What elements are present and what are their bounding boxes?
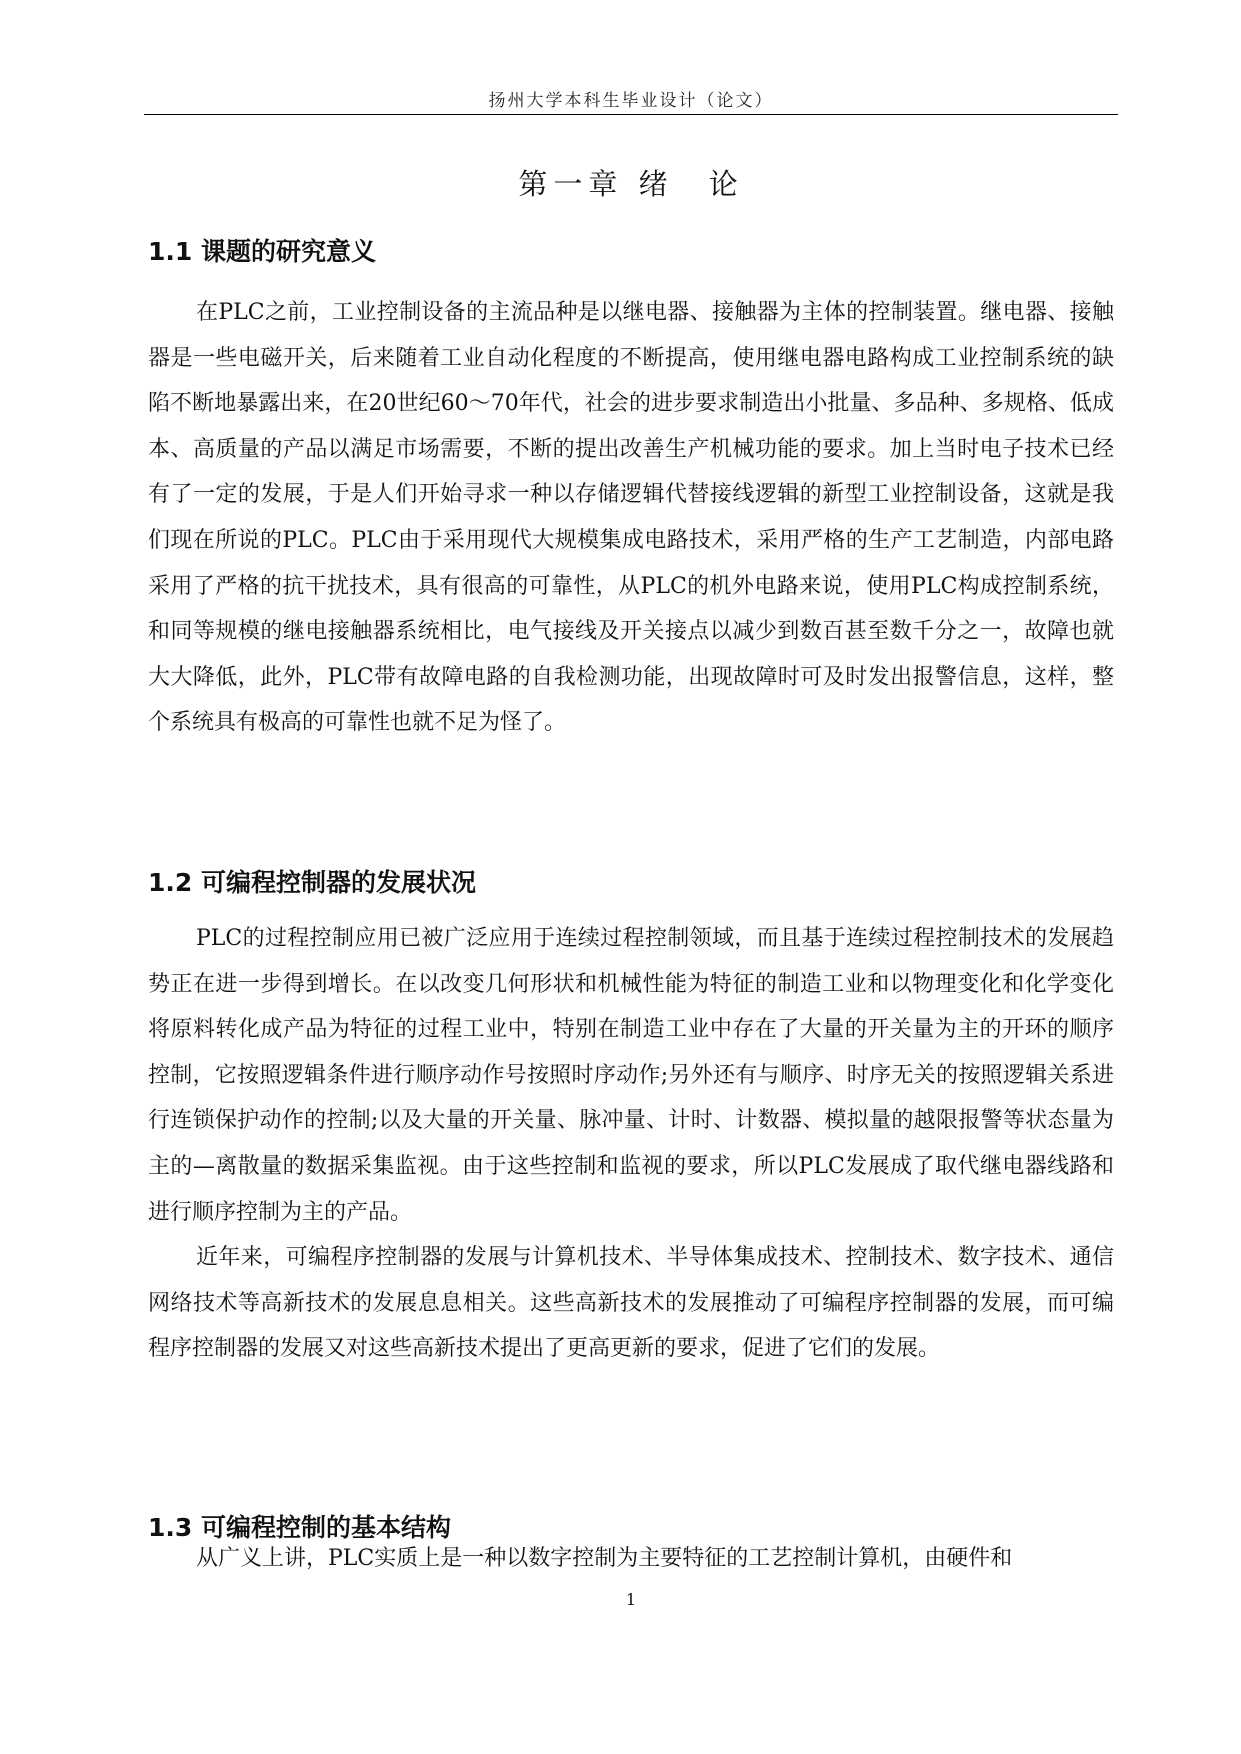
paragraph-1-1: 在PLC之前，工业控制设备的主流品种是以继电器、接触器为主体的控制装置。继电器、接触器是一些电磁开关，后来随着工业自动化程度的不断提高，使用继电器电路构成工业控制系统的缺陷不断地暴露出来，在20世纪60～70年代，社会的进步要求制造出小批量、多品种、多规格、低成本、高质量的产品以满足市场需要，不断的提出改善生产机械功能的要求。加上当时电子技术已经有了一定的发展，于是人们开始寻求一种以存储逻辑代替接线逻辑的新型工业控制设备，这就是我们现在所说的PLC。PLC由于采用现代大规模集成电路技术，采用严格的生产工艺制造，内部电路采用了严格的抗干扰技术，具有很高的可靠性，从PLC的机外电路来说，使用PLC构成控制系统，和同等规模的继电接触器系统相比，电气接线及开关接点以减少到数百甚至数千分之一，故障也就大大降低，此外，PLC带有故障电路的自我检测功能，出现故障时可及时发出报警信息，这样，整个系统具有极高的可靠性也就不足为怪了。 [148, 300, 1114, 736]
chapter-title: 第一章 绪 论 [518, 167, 744, 201]
page-number: 1 [625, 1590, 637, 1609]
paragraph-1-3: 从广义上讲，PLC实质上是一种以数字控制为主要特征的工艺控制计算机，由硬件和 [196, 1546, 1013, 1571]
header-rule [144, 114, 1118, 115]
paragraph-1-2-a: PLC的过程控制应用已被广泛应用于连续过程控制领域，而且基于连续过程控制技术的发展趋势正在进一步得到增长。在以改变几何形状和机械性能为特征的制造工业和以物理变化和化学变化将原料转化成产品为特征的过程工业中，特别在制造工业中存在了大量的开关量为主的开环的顺序控制，它按照逻辑条件进行顺序动作号按照时序动作;另外还有与顺序、时序无关的按照逻辑关系进行连锁保护动作的控制;以及大量的开关量、脉冲量、计时、计数器、模拟量的越限报警等状态量为主的—离散量的数据采集监视。由于这些控制和监视的要求，所以PLC发展成了取代继电器线路和进行顺序控制为主的产品。 [148, 926, 1114, 1225]
section-heading-1-3: 1.3 可编程控制的基本结构 [148, 1513, 451, 1542]
running-header: 扬州大学本科生毕业设计（论文） [488, 91, 774, 111]
paragraph-1-2-b: 近年来，可编程序控制器的发展与计算机技术、半导体集成技术、控制技术、数字技术、通信网络技术等高新技术的发展息息相关。这些高新技术的发展推动了可编程序控制器的发展，而可编程序控制器的发展又对这些高新技术提出了更高更新的要求，促进了它们的发展。 [148, 1245, 1114, 1362]
section-heading-1-1: 1.1 课题的研究意义 [148, 237, 376, 266]
section-heading-1-2: 1.2 可编程控制器的发展状况 [148, 868, 476, 897]
